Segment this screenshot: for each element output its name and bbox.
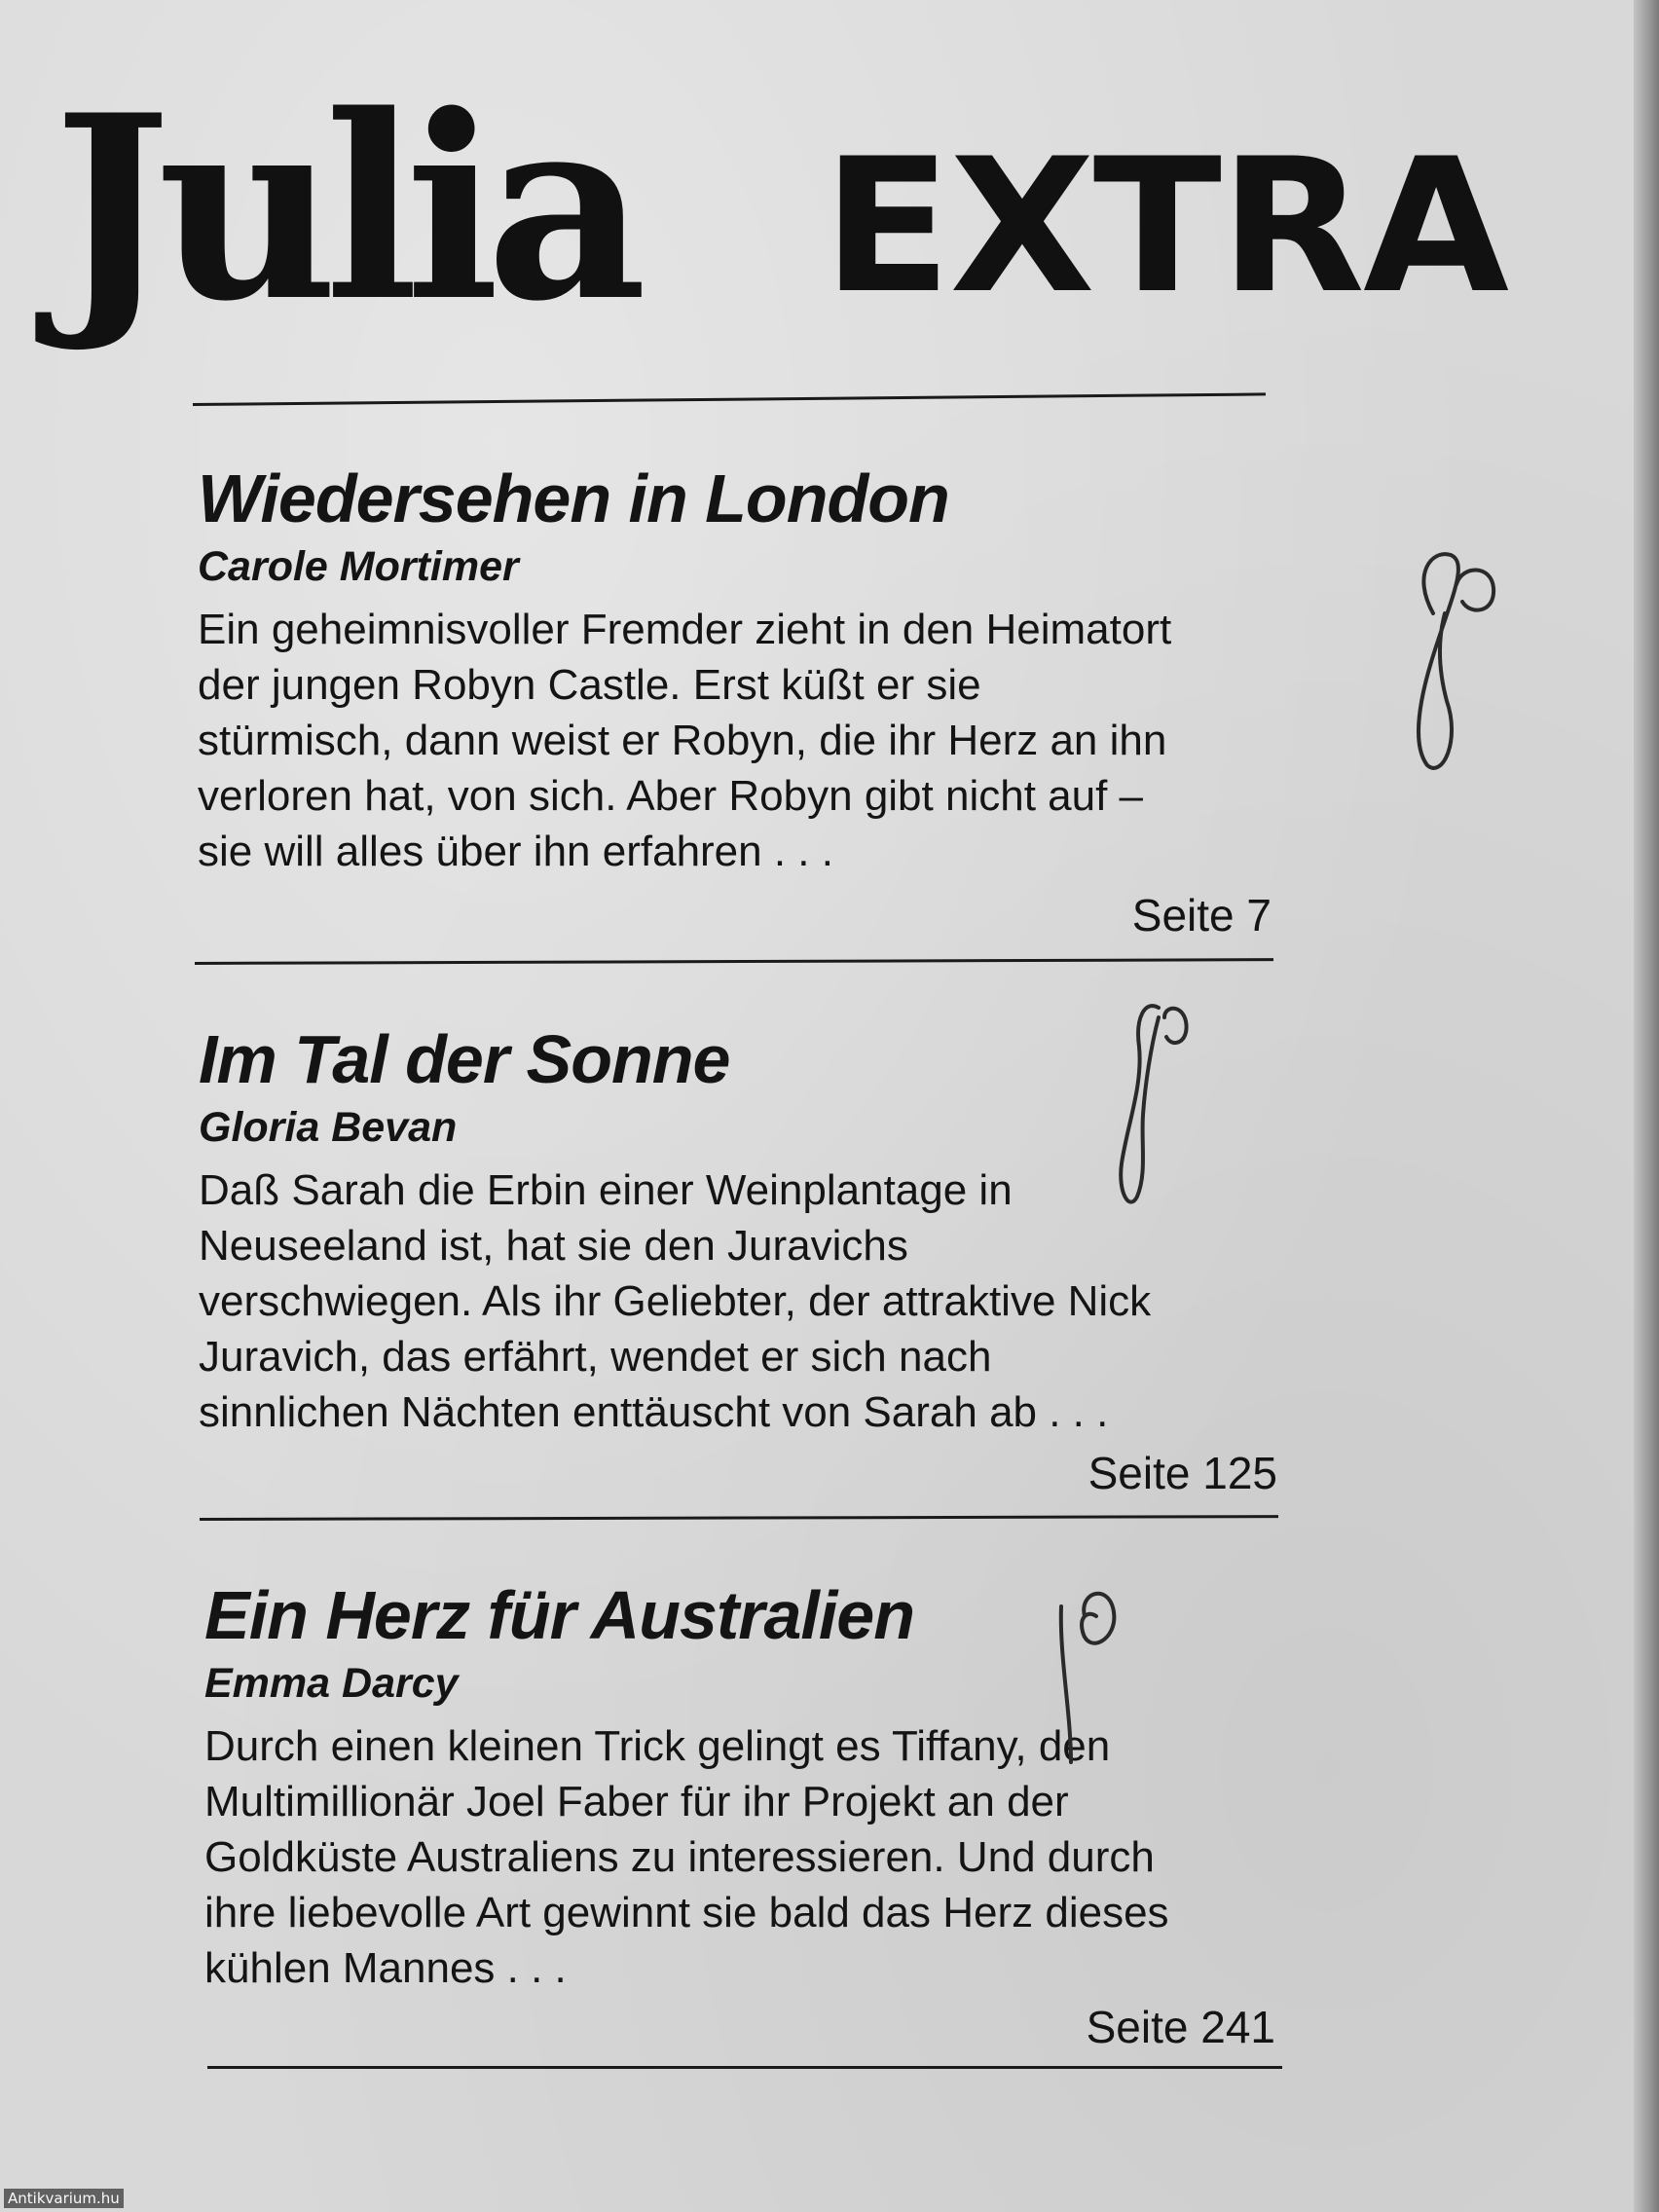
blurb-line: kühlen Mannes . . . (204, 1944, 567, 1992)
blurb-line: Durch einen kleinen Trick gelingt es Tiffany, den (204, 1722, 1111, 1770)
story-blurb (204, 1718, 1334, 1996)
story-blurb (198, 602, 1327, 879)
divider-story-2 (200, 1515, 1278, 1521)
blurb-line: Juravich, das erfährt, wendet er sich nach (199, 1333, 992, 1381)
blurb-line: Goldküste Australiens zu interessieren. Und durch (204, 1833, 1155, 1881)
story-title: Ein Herz für Australien (204, 1577, 914, 1653)
divider-story-1 (195, 958, 1273, 965)
julia-logo: Julia (54, 60, 634, 357)
extra-logo: EXTRA (823, 119, 1508, 334)
handwritten-mark-3 (1042, 1577, 1159, 1772)
page-reference: Seite 241 (1086, 2002, 1275, 2052)
story-3 (204, 1574, 1334, 1996)
story-author: Gloria Bevan (199, 1104, 458, 1151)
page-reference: Seite 125 (1088, 1448, 1277, 1498)
story-author: Emma Darcy (204, 1660, 459, 1707)
page-edge-shadow (1634, 0, 1659, 2212)
story-author: Carole Mortimer (198, 543, 519, 590)
blurb-line: verschwiegen. Als ihr Geliebter, der attraktive Nick (199, 1277, 1152, 1325)
masthead (54, 60, 1508, 357)
divider-top (193, 392, 1266, 406)
watermark: Antikvarium.hu (4, 2189, 124, 2208)
divider-story-3 (207, 2066, 1282, 2069)
blurb-line: ihre liebevolle Art gewinnt sie bald das Herz dieses (204, 1889, 1169, 1936)
blurb-line: Neuseeland ist, hat sie den Juravichs (199, 1222, 908, 1270)
page-reference: Seite 7 (1131, 890, 1272, 940)
blurb-line: Daß Sarah die Erbin einer Weinplantage in (199, 1166, 1013, 1214)
blurb-line: sie will alles über ihn erfahren . . . (198, 828, 833, 875)
story-1 (198, 458, 1327, 879)
blurb-line: verloren hat, von sich. Aber Robyn gibt nicht auf – (198, 772, 1144, 820)
blurb-line: Multimillionär Joel Faber für ihr Projekt an der (204, 1778, 1069, 1825)
blurb-line: der jungen Robyn Castle. Erst küßt er sie (198, 661, 981, 709)
story-title: Im Tal der Sonne (199, 1021, 730, 1097)
story-title: Wiedersehen in London (198, 461, 949, 536)
blurb-line: stürmisch, dann weist er Robyn, die ihr Herz an ihn (198, 717, 1167, 764)
blurb-line: sinnlichen Nächten enttäuscht von Sarah ab . . . (199, 1388, 1109, 1436)
handwritten-mark-1 (1402, 545, 1519, 779)
blurb-line: Ein geheimnisvoller Fremder zieht in den Heimatort (198, 606, 1172, 653)
handwritten-mark-2 (1100, 988, 1217, 1222)
